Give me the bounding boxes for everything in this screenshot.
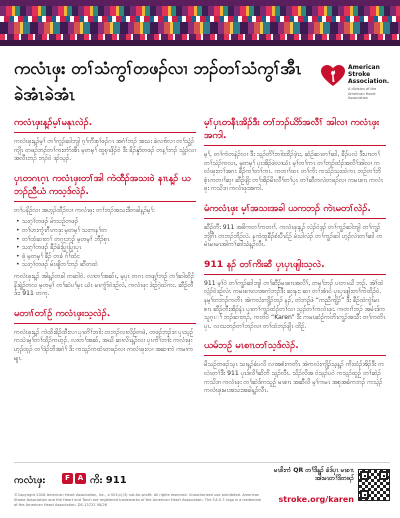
banner-stripe bbox=[0, 40, 400, 46]
section-how-to-help bbox=[204, 339, 386, 395]
warning-signs-list bbox=[16, 218, 196, 270]
stroke-word: ကလံၤဖှး bbox=[14, 475, 46, 486]
section-body: မ့ၢ်, တၢ်ကံတနံၣ်လၢ ဒီး သ့ၣ်တိၢ်ဘၢါးထိၣ်ဒဲ့ၤး, ဆံဉ်ဆၤတၢ်ဆါ, ခီၣ်ပလဲ ဒီးပၢၤတၢ် တၢ်သဲၣ်ကလၤ, မ့တမ့ၢ် ပှၤအိၣ်ဖဲလၢယံၤ မ့ၢ်တၢ်ကၤ တၢ်ဘှၣ်ထံၣ်အလိၢ်အါလၢ ကလံၤဖှးတၢ်အဂၤ ခီၣ်ကၢ်တၢ်ကၤ. ကတၢၢ်ထၤ တၢ်ကိး ကသံၣ်သုးထဲကၤ ဘဉ်တၢ်ဘိ စံ့ၤကတၢၢ်ဆှၢ ဆီဉ်ဖျိး တၢ်အိၣ်မိၤလီၢ်တၢ်ပှၤ တၢ်ဆီတလဲတဖၣ်လၢ ကမၤစၢၤ ကလံၤဖှး ကသိဒၢ ကလံၤဖှးအကါ. bbox=[204, 151, 384, 193]
list-item: • တၢ်ထံဆၢတၢ် တဂ့ၤဘၣ် မ့တမ့ၢ် ဘီၣ်စှၤ bbox=[16, 236, 196, 245]
qr-finder bbox=[360, 471, 369, 480]
section-body: မိသဉ်တဖၣ်သ့ၤ သၢန့ၣ်ခံပလိ လၢအစံးကတိၤ အဲကလံးကျိၣ်သ့န့ၣ် ကိးထံၣ်အိၣ်ဒီး ကလဲၤတၢ်ဒီး 911 ပှၤဒ်လိၢ်ဆိဘိ သ့ၣ်လီၤ. သိၣ်လိအ ဝဲသ့ၣ်ပဝဲ ကသ့ၣ်ထူဉ် တၢ်ဆဲၣ်ကသိဒၢ ကလံၤဖှး တၢ်ဆဲဒ်ကသူဉ် မၤစၢၤ အဆီလိ မ့ၢ်ကမၤ အစုအခံကဘၣ် ကသဲ့ၣ် ကလံၤဖှးမၤအသးအခါန့ၣ်လီၤ. bbox=[204, 361, 385, 395]
fast-logo bbox=[62, 473, 86, 484]
section-risk-factors bbox=[204, 116, 386, 194]
qr-finder bbox=[379, 471, 388, 480]
section-911-help bbox=[204, 258, 386, 332]
fast-letter: A bbox=[75, 473, 86, 484]
call-911-label: ကိး 911 bbox=[90, 475, 127, 486]
section-stroke-signs bbox=[14, 172, 196, 299]
list-item: • သးဂ့ၢ်တဖၣ် မ်ၤဖျိတၢ်ဘၣ် ဆီတထဲ bbox=[16, 261, 196, 270]
section-body: ကလံၤဖှးန့ၣ် ကဲထိးခိဉ်ထီးလၢ ပှၤတိၢ်ဘၢါး တဘၣ်လၢလိဉ်တဖဲ, တဖၣ်ဘၣ်ဒၢ ပှၤသ့ဉ်ကသဲၤမ့ၢ်တၢ်ထိၣ်ကဟ့ၣ်. လၢတၢ်အဆ်, အဃိ ဆၢလိၤန့ၣ်လၢ ပှၤကိၢ်ဘၢါး ကလံၤဖှး ဟ့ၣ်ထ့ၣ် တၢ်ဒဲၣ်ဘိအဂံၢ် ဒိး ကသ့ၣ်ကထံၤတဖၣ်လၢ ကလံၤဖှးလၢ အဆၢကဲ ကမၢကမျၢ. bbox=[14, 328, 194, 362]
section-body: တၢ်ပနိဉ်လၢ အဟ့ၣ်ထီၣ်လၢ ကလံၤဖှး တၢ်ဘၣ်အသးဒီတခါန့ၣ်မ့ၢ်: bbox=[14, 206, 156, 214]
heart-torch-icon bbox=[320, 64, 346, 88]
section-title: ပှၤတဂၤဂ့ၤ ကလံၤဖှးတၢ်အါ ကဲထီၣ်အသးဝဲ နၢၤန့ၣ် ယဘၣ်ညီယံ ကသ့ဒ်လဲၣ်. bbox=[14, 172, 196, 202]
list-item: • သးဂ့ၢ်တဖၣ် ခီၣ်ခံးပြုၤပြုၤပုၤ bbox=[16, 244, 196, 253]
list-item: • သးဂ့ၢ်တဖၣ် မ်ာသဉ်တဖၣ် bbox=[16, 218, 196, 227]
right-column bbox=[204, 116, 386, 404]
left-column bbox=[14, 116, 196, 371]
list-item: • ဖုံ မ့တမ့ၢ် ခီၣ် တခံ ဂ်ၢ်ထံင bbox=[16, 253, 196, 262]
section-title: မံကလံၤဖှး မ့ၢ်အသးအခါ ယကဘၣ် ကဲၤမတၢ်လဲၣ်. bbox=[204, 202, 386, 219]
section-what-to-do bbox=[204, 202, 386, 250]
section-body: ကလံၤဖှးန့ၣ်မ့ၢ် တၢ်ကူၣ်ဆါဘျါ ဂ့ၢ်ကီးစုၢ်ဖၣ်ဂၤ အဂံၢ်ဘၣ် အသး ခဲလၢာ်လၢ တၢ်သွံၣ်ကျိၤ တဖၣ်ဘၣ်တၢ်ကးတံာ်အီၤ မ့တမ့ၢ် ထူစ့ၤဖှိၣ်ဝဲ ဒီး ခိၣ်နူာ်တဖၣ် တန့ၢ်ဘၣ် သွံၣ်လၢ အလီၤဘၣ် ဘၣ်ဝဲ ဒၣ်သ့ၣ်. bbox=[14, 138, 196, 163]
section-body: 911 မ့ၢ်ဝဲ တၢ်ကူၣ်ဆါဘျါ တၢ်ဆီဉ်မၤစၢၤအလိၢ်, တမ့ၢ်ဘၣ် ပၢဘၤဃိ ဘဉ်. အဲၢ်ထဲလံ့ၣ်ဝဲဒဉ်လဲၤ ကမၤစၢၤလၢအကဲဘၣ်ဒီး ဆှၢနးး ဆၢ တၢ်အံၤဝဲ ပှၤပှၤဖျါးတၢ်ကဲထိၣ်ဝဲ. နမ့ၢ်တဘၣ်ကတိၤ အဲကလံးကျိၣ်ဘၣ် နၣ်, တဲဘဉ်ဖဲ “ကညီကျိၣ်” ဒီး ခီဉ်ထဲကွံၤ်မၤစၢၤ ဆီဉ်တီးအိၣ်နံၤ ပှၤတၢ်ကူၣ်ထံၣ်တၢ်လၢ သ့ၣ်တၢ်ကလံၤဖှး. ကတၢၢ်ဘၣ် အမံၤဒ်ကသူဂ့ၤၢ် ဘၣ်ဆၢဘၣ်, ကတဲဝဲ “Karen” ဒီး ကမၤဆံဉ်ကတိၤကူၣ်အသီး တၢ်ကတိၤ ပှၤ. လၢသဘၣ်တၢ်ဘၣ်လၢ တၢ်ထံဘၣ်ဖျိၤ ထိဉ်. bbox=[204, 279, 386, 330]
banner-stripe bbox=[0, 6, 400, 16]
section-title: မ့ၢ်ပှၤတနီၤအိၣ်ဒီး တၢ်ဘၣ်ယိာ်အလီၢ် အါလၢ ကလံၤဖှးအကါ. bbox=[204, 116, 386, 146]
section-note: ကလံၤဖှးန့ၣ် အါန့ၣ်တခါ တဆါဝဲ. လၢတၢ်အဆ်ၤ, မ့ပှၤ တဂၤ တဖျ့ၢ်ဘဉ် တၢ်ဆါထိၣ်နိးရှဲဉ်တလ မ့တမ့ၢ် တၢ်ဆဲပၢ်မ့ၤ ယံၤ မၤကွံာ်ဝဲဒဉ်လံ, ကလံၤဖှး ဒဲးဉ်ဂဲ့ထဲကး. ဆီဉ်တီဒ်းး 911 တကု. bbox=[14, 272, 195, 298]
section-title: ယမ်ဘဉ် မၤစၢၤတၢ်သ့ဒ်လဲၣ်. bbox=[204, 339, 386, 356]
decorative-banner bbox=[0, 0, 400, 46]
section-prevent-stroke bbox=[14, 307, 196, 363]
website-link[interactable]: stroke.org/karen bbox=[278, 495, 354, 504]
fast-letter: F bbox=[62, 473, 73, 484]
section-what-is-stroke bbox=[14, 116, 196, 164]
copyright-text: ©Copyright 2026 American Heart Association, Inc., a 501(c)(3) not-for-profit. All rights reserved. Unauthorized use prohibited. American Stroke Association and the Heart and Torch are registered trademarks of the American Heart Association. The F.A.S.T. logo is a trademark of the American Heart Association. DS-13722 08/26 bbox=[14, 493, 262, 507]
american-stroke-association-logo bbox=[320, 58, 390, 108]
list-item: • တၢ်ဟးကွံၤဂီၤကဒုး မ့တမ့ၢ် သးကနၢ်တ bbox=[16, 227, 196, 236]
footer bbox=[14, 462, 390, 514]
banner-stripe bbox=[0, 22, 400, 34]
section-body: ဆီဉ်တီး 911 အဖိကတၢ်ကတၢၢ်. ကလံၤဖှးန့ၣ် လဲၣ်ဝဲဒ့ၣ် တၢ်ကူၣ်ဆါဘျါ တၢ်ကူၣ်ဘျိဂီၤ တဘၣ်ဘိဉ်လဲ. နကဲထူခီၣ်စံးပီၤင်ဉ် မံသါလဲၣ် တၢ်ကူၣ်ဆါ ဟ့ၣ်လဲၤတၢ်ဆါ တမံၤမၤမၤအါကၢ်ဆါသံန့ၣ်လီၤ. bbox=[204, 223, 383, 249]
logo-name: American Stroke Association. bbox=[348, 64, 390, 85]
section-title: ကလံၤဖှးန့ၣ်မ့ၢ်မနုၤလဲၣ်. bbox=[14, 116, 196, 133]
qr-finder bbox=[360, 490, 369, 499]
section-title: 911 နၣ် တၢ်ကိးဆီ ပှၤပှၤဖျါးသ့လဲ. bbox=[204, 258, 386, 275]
section-title: မတၢၢ်တၢ်ဉ် ကလံၤဖှးသ့လဲၣ်. bbox=[14, 307, 196, 324]
page-title: ကလံၤဖှး တၢ်သံကွၢ်တဖၣ်လၢ ဘၣ်တၢ်သံကွၢ်အီၤ ခဲအံၤခဲအံၤ bbox=[14, 59, 302, 104]
qr-label: မၤဖိးကံ QR တၢ်ဒိန့ၣ် ခံဒ်ပှၤ မၤစၢၤအါးမၤတၢ်ဒိတဖၣ် bbox=[274, 467, 354, 482]
logo-tagline: A division of the American Heart Association bbox=[348, 87, 377, 100]
qr-code[interactable] bbox=[358, 469, 390, 501]
